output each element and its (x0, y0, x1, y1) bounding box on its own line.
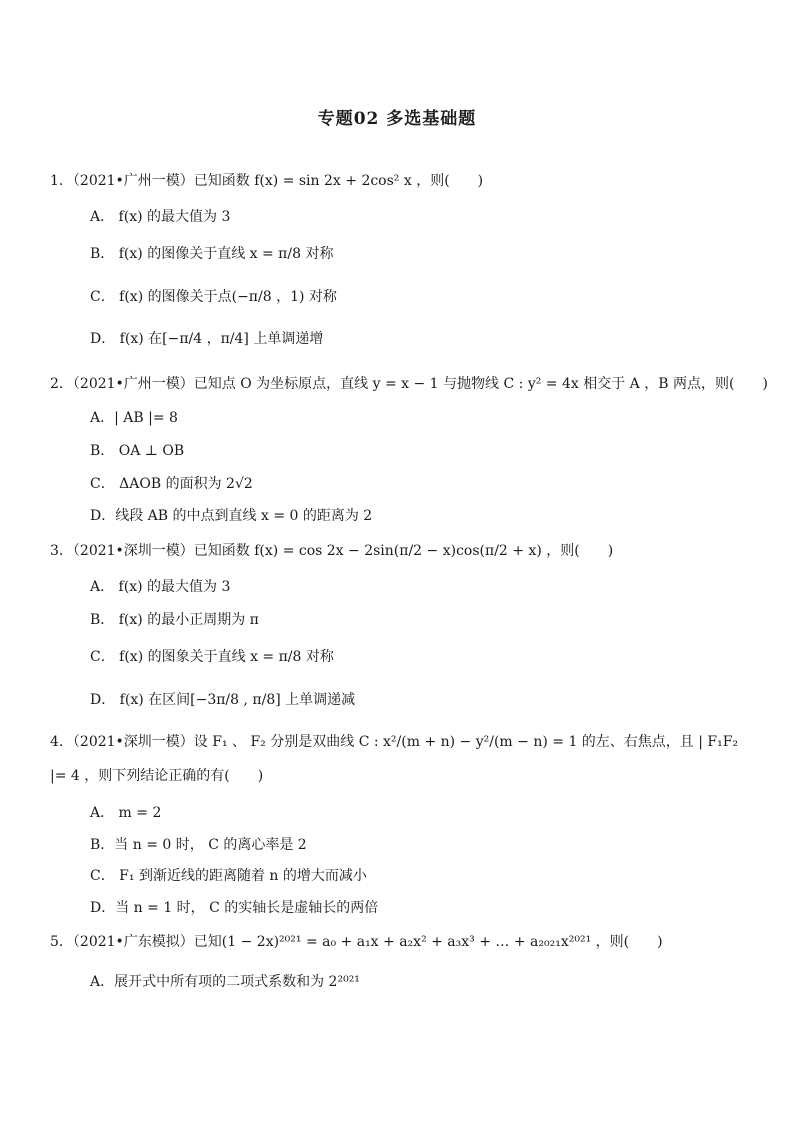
question-2-option-d: D．线段 AB 的中点到直线 x = 0 的距离为 2 (90, 508, 373, 524)
question-5-option-a: A．展开式中所有项的二项式系数和为 2²⁰²¹ (90, 974, 360, 990)
question-1-option-a: A． f(x) 的最大值为 3 (90, 209, 231, 225)
question-3-option-d: D． f(x) 在区间[−3π/8 , π/8] 上单调递减 (90, 692, 356, 708)
question-1-option-c: C． f(x) 的图像关于点(−π/8 ，1) 对称 (90, 289, 337, 305)
question-4-option-b: B．当 n = 0 时， C 的离心率是 2 (90, 837, 307, 853)
question-1-option-d: D． f(x) 在[−π/4 ，π/4] 上单调递增 (90, 331, 324, 347)
question-4-option-a: A． m = 2 (90, 805, 162, 821)
question-3-option-b: B． f(x) 的最小正周期为 π (90, 612, 259, 628)
question-3-option-a: A． f(x) 的最大值为 3 (90, 579, 231, 595)
question-2-option-a: A．| AB |= 8 (90, 410, 178, 426)
question-2-stem: 2．（2021•广州一模）已知点 O 为坐标原点，直线 y = x − 1 与抛物线 C : y² = 4x 相交于 A ，B 两点，则( ) (50, 376, 768, 392)
question-4-stem: 4．（2021•深圳一模）设 F₁ 、 F₂ 分别是双曲线 C : x²/(m + n) − y²/(m − n) = 1 的左、右焦点，且 | F₁F₂ |= 4 ，则下列结论正确的有( ) (50, 734, 739, 784)
question-1-stem: 1．（2021•广州一模）已知函数 f(x) = sin 2x + 2cos² x ，则( ) (50, 173, 484, 189)
question-5-stem: 5．（2021•广东模拟）已知(1 − 2x)²⁰²¹ = a₀ + a₁x + a₂x² + a₃x³ + … + a₂₀₂₁x²⁰²¹ ，则( ) (50, 934, 663, 950)
question-3-option-c: C． f(x) 的图象关于直线 x = π/8 对称 (90, 649, 334, 665)
question-1-option-b: B． f(x) 的图像关于直线 x = π/8 对称 (90, 246, 334, 262)
question-2-option-c: C． ΔAOB 的面积为 2√2 (90, 476, 253, 492)
question-4-option-c: C． F₁ 到渐近线的距离随着 n 的增大而减小 (90, 868, 367, 884)
question-3-stem: 3．（2021•深圳一模）已知函数 f(x) = cos 2x − 2sin(π/2 − x)cos(π/2 + x) ，则( ) (50, 543, 614, 559)
question-4-option-d: D．当 n = 1 时， C 的实轴长是虚轴长的两倍 (90, 900, 379, 916)
page-title: 专题02 多选基础题 (317, 109, 477, 129)
question-2-option-b: B． OA ⊥ OB (90, 443, 185, 459)
